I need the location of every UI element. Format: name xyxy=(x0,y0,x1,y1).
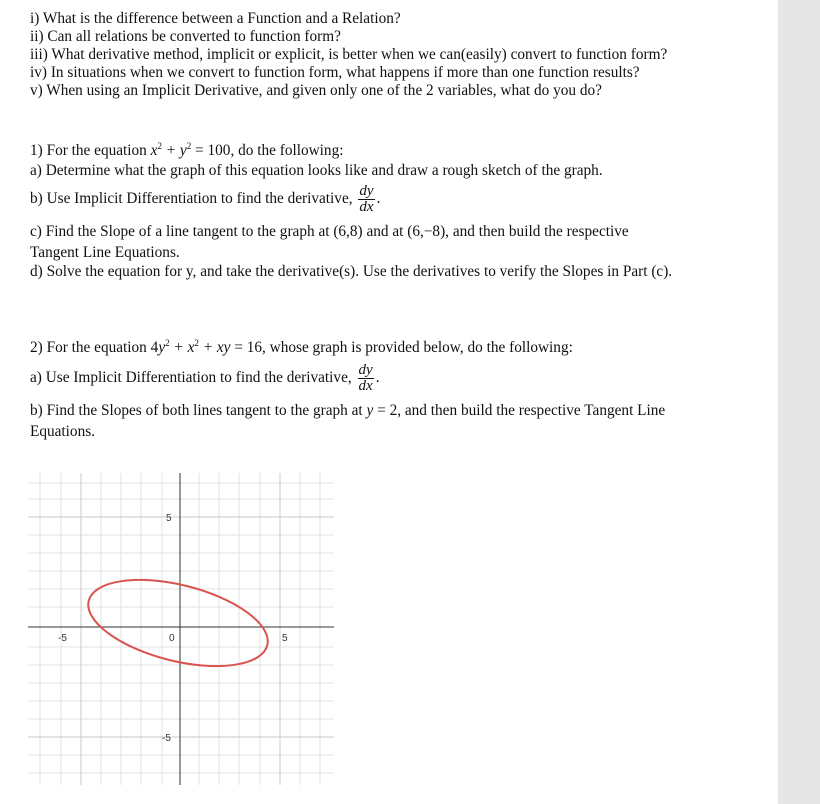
right-sidebar xyxy=(778,0,820,804)
problem1-part-d: d) Solve the equation for y, and take the derivative(s). Use the derivatives to verify the Slopes in Part (c). xyxy=(30,263,673,280)
problem2-part-b-cont: Equations. xyxy=(30,423,96,440)
ellipse-graph xyxy=(28,473,334,785)
ellipse-curve xyxy=(80,564,277,682)
grid-lines xyxy=(28,473,334,785)
derivative-fraction: $\frac{dy}{dx}$ xyxy=(359,183,374,215)
problem2-part-a: a) Use Implicit Differentiation to find the derivative, $\frac{dy}{dx}$ . xyxy=(30,362,380,394)
major-grid-lines xyxy=(28,473,334,785)
problem2-equation: $4y^2 + x^2$ + xy = 16 xyxy=(150,338,262,356)
tick-label-x-left: -5 xyxy=(58,633,67,644)
tick-label-y-bottom: -5 xyxy=(162,733,171,744)
y-equals-value: y = 2 xyxy=(366,402,398,419)
tick-label-origin: 0 xyxy=(169,633,175,644)
question-v: v) When using an Implicit Derivative, and given only one of the 2 variables, what do you do? xyxy=(30,82,602,99)
question-ii: ii) Can all relations be converted to function form? xyxy=(30,28,341,45)
problem2-intro: 2) For the equation $4y^2 + x^2$ + xy = 16, whose graph is provided below, do the following: xyxy=(30,338,573,356)
problem1-equation: $x^2 + y^2 = 100$ xyxy=(150,141,231,159)
question-iii: iii) What derivative method, implicit or explicit, is better when we can(easily) convert to function form? xyxy=(30,46,668,63)
problem1-part-b: b) Use Implicit Differentiation to find the derivative, $\frac{dy}{dx}$ . xyxy=(30,183,381,215)
question-iv: iv) In situations when we convert to function form, what happens if more than one function results? xyxy=(30,64,640,81)
problem1-part-c: c) Find the Slope of a line tangent to the graph at (6,8) and at (6,−8), and then build the respective xyxy=(30,223,629,240)
problem1-part-c-cont: Tangent Line Equations. xyxy=(30,244,180,261)
problem1-intro: 1) For the equation $x^2 + y^2 = 100$, do the following: xyxy=(30,141,344,159)
problem2-part-b: b) Find the Slopes of both lines tangent to the graph at y = 2, and then build the respective Tangent Line xyxy=(30,402,666,419)
tick-label-x-right: 5 xyxy=(282,633,288,644)
derivative-fraction-2: $\frac{dy}{dx}$ xyxy=(358,362,373,394)
problem1-part-a: a) Determine what the graph of this equation looks like and draw a rough sketch of the graph. xyxy=(30,162,603,179)
tick-label-y-top: 5 xyxy=(166,513,172,524)
question-i: i) What is the difference between a Function and a Relation? xyxy=(30,10,401,27)
